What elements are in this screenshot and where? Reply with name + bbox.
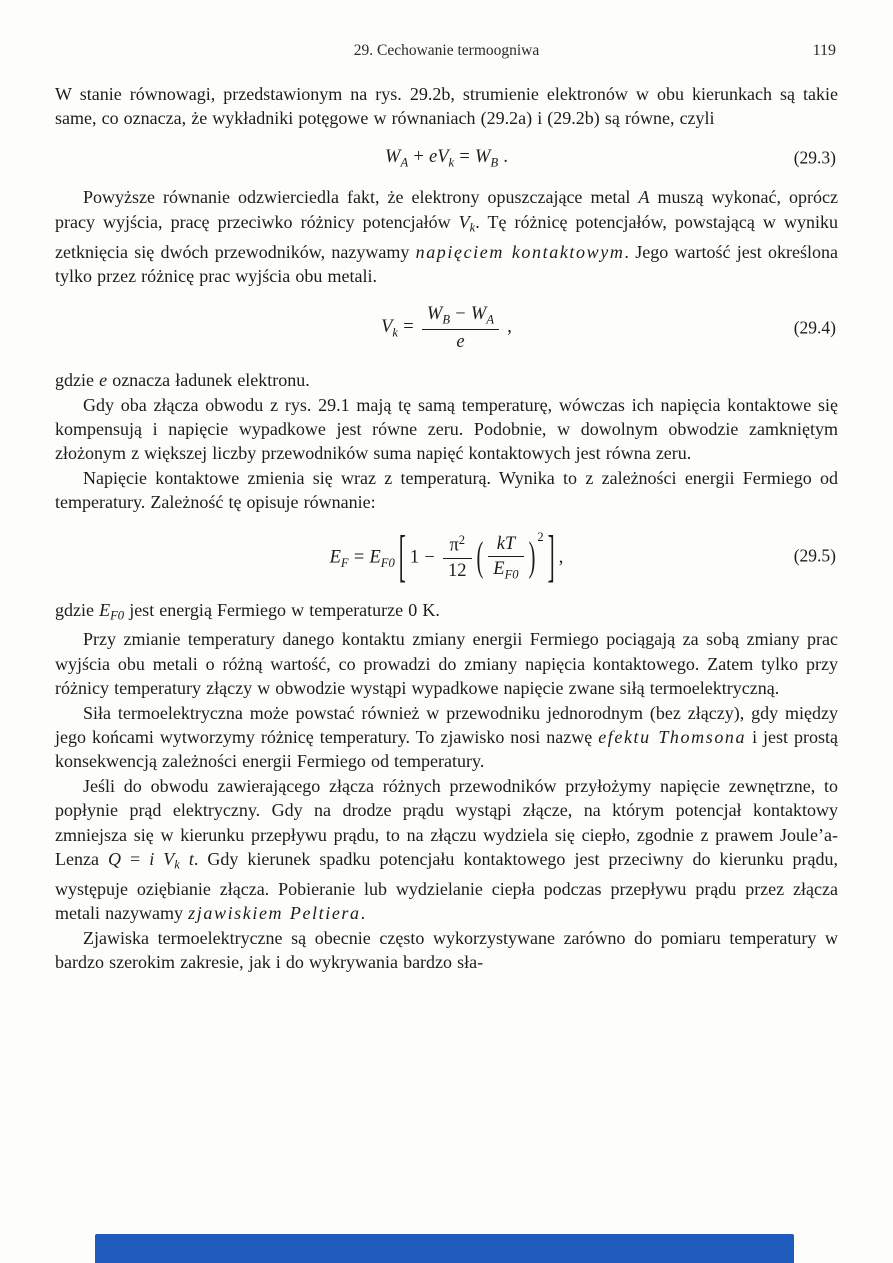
equation-body: [381, 303, 512, 353]
math-atom: ,: [502, 317, 512, 338]
paragraph: [55, 466, 838, 515]
math-atom: kT: [496, 533, 516, 554]
text-run: k: [469, 220, 476, 235]
text-run: Gdy oba złącza obwodu z rys. 29.1 mają tę samą temperaturę, wówczas ich napięcia kontaktowe się kompensują i napięcie wypadkowe jest równe zeru. Podobnie, w dowolnym obwodzie zamkniętym złożonym z większej liczby przewodników suma napięć kontaktowych jest równa zeru.: [55, 394, 838, 464]
math-atom: 2: [537, 529, 544, 544]
text-run: Powyższe równanie odzwierciedla fakt, że elektrony opuszczające metal: [83, 187, 639, 208]
math-atom: e: [456, 331, 465, 352]
math-atom: −: [450, 304, 471, 325]
paragraph: [55, 598, 838, 628]
text-run: t: [179, 849, 194, 870]
emphasized-term: zjawiskiem Peltiera: [188, 903, 361, 924]
equation-body: [385, 146, 508, 170]
math-atom: W: [385, 146, 401, 167]
math-atom: B: [442, 312, 451, 327]
math-atom: B: [490, 155, 499, 170]
fraction-numerator: [488, 533, 523, 557]
text-run: . Jego wartość jest określona tylko przez różnicę prac wyjścia obu metali.: [55, 241, 838, 287]
fraction-numerator: [443, 533, 472, 558]
text-run: muszą wykonać, oprócz pracy wyjścia, pracę przeciwko różnicy potencjałów: [55, 187, 838, 232]
emphasized-term: napięciem kontaktowym: [415, 241, 625, 262]
math-atom: +: [408, 146, 430, 167]
math-atom: 12: [448, 560, 467, 581]
paragraph: [55, 627, 838, 700]
text-run: Przy zmianie temperatury danego kontaktu zmiany energii Fermiego pociągają za sobą zmiany prac wyjścia obu metali o różną wartość, co prowadzi do zmiany napięcia kontaktowego. Zatem tylko przy różnicy temperatury złączy w obwodzie wystąpi wypadkowe napięcie zwane siłą termoelektryczną.: [55, 629, 838, 699]
fraction-denominator: [422, 330, 499, 353]
text-run: E: [99, 599, 111, 620]
text-run: A: [638, 187, 650, 208]
math-atom: π: [449, 535, 459, 556]
math-atom: =: [454, 146, 476, 167]
math-atom: .: [498, 146, 508, 167]
math-atom: W: [470, 304, 487, 325]
fraction-numerator: [422, 303, 499, 329]
equation-number: (29.5): [793, 545, 836, 566]
text-run: gdzie: [55, 370, 100, 391]
math-atom: F0: [504, 567, 519, 582]
page-header: [55, 42, 838, 60]
paragraph: [55, 368, 838, 392]
text-run: Siła termoelektryczna może powstać również w przewodniku jednorodnym (bez złączy), gdy między jego końcami wytworzymy różnicę temperatury. To zjawisko nosi nazwę: [55, 702, 838, 748]
math-atom: W: [475, 146, 491, 167]
math-atom: A: [486, 312, 495, 327]
math-atom: ,: [558, 546, 564, 567]
fraction-denominator: [443, 559, 472, 582]
paragraph: [55, 926, 838, 975]
text-run: oznacza ładunek elektronu.: [107, 370, 310, 391]
math-atom: k: [392, 325, 399, 340]
text-run: F0: [110, 608, 125, 623]
text-run: e: [99, 370, 108, 391]
emphasized-term: efektu Thomsona: [598, 727, 747, 748]
text-run: . Tę różnicę potencjałów, powstającą w wyniku zetknięcia się dwóch przewodników, nazywamy: [55, 211, 838, 262]
math-atom: F: [340, 555, 349, 570]
fraction: [422, 303, 499, 353]
math-atom: k: [448, 155, 455, 170]
math-atom: A: [400, 155, 409, 170]
equation-number: (29.4): [793, 317, 836, 338]
paragraph: [55, 82, 838, 131]
math-atom: E: [493, 559, 505, 580]
text-run: . Gdy kierunek spadku potencjału kontaktowego jest przeciwny do kierunku prądu, występuje oziębianie złącza. Pobieranie lub wydzielanie ciepła podczas przepływu prądu przez złącza metali nazywamy: [55, 849, 838, 924]
math-atom: (: [476, 534, 484, 580]
fraction: [488, 533, 523, 583]
equation: [55, 303, 838, 353]
text-run: i jest prostą konsekwencją zależności energii Fermiego od temperatury.: [55, 727, 838, 772]
paragraph: [55, 774, 838, 926]
equation: [55, 523, 838, 589]
text-run: jest energią Fermiego w temperaturze 0 K.: [124, 599, 440, 620]
math-atom: E: [369, 546, 381, 567]
paragraph: [55, 701, 838, 774]
math-atom: 1 −: [409, 546, 441, 567]
fraction-denominator: [488, 557, 523, 582]
text-run: i V: [149, 849, 175, 870]
math-atom: 2: [458, 533, 466, 548]
math-atom: [: [398, 523, 406, 589]
paragraph: [55, 185, 838, 288]
math-atom: =: [348, 546, 370, 567]
text-run: =: [121, 849, 150, 870]
text-run: .: [360, 903, 366, 924]
page-content: [55, 82, 838, 975]
math-atom: F0: [380, 555, 395, 570]
math-atom: =: [398, 317, 419, 338]
text-run: k: [174, 857, 180, 872]
fraction: [443, 533, 472, 582]
text-run: Q: [108, 849, 121, 870]
equation: [55, 146, 838, 170]
math-atom: ): [528, 534, 536, 580]
text-run: V: [458, 211, 470, 232]
page-number: 119: [812, 42, 836, 59]
math-atom: W: [426, 304, 443, 325]
text-run: Jeśli do obwodu zawierającego złącza różnych przewodników przyłożymy napięcie zewnętrzne, to popłynie prąd elektryczny. Gdy na drodze prądu wystąpi złącze, na którym potencjał kontaktowy zmniejsza się w kierunku przepływu prądu, to na złączu wydziela się ciepło, zgodnie z prawem Joule’a-Lenza: [55, 775, 838, 870]
running-head: 29. Cechowanie termoogniwa: [353, 42, 540, 59]
paragraph: [55, 393, 838, 466]
math-atom: V: [381, 317, 393, 338]
math-atom: ]: [547, 523, 555, 589]
math-atom: E: [329, 546, 341, 567]
text-run: gdzie: [55, 599, 100, 620]
blue-bar: [95, 1234, 794, 1263]
equation-number: (29.3): [793, 147, 836, 168]
text-run: W stanie równowagi, przedstawionym na rys. 29.2b, strumienie elektronów w obu kierunkach są takie same, co oznacza, że wykładniki potęgowe w równaniach (29.2a) i (29.2b) są równe, czyli: [55, 84, 838, 129]
equation-body: [329, 523, 564, 589]
text-run: Napięcie kontaktowe zmienia się wraz z temperaturą. Wynika to z zależności energii Fermiego od temperatury. Zależność tę opisuje równanie:: [55, 467, 838, 513]
text-run: Zjawiska termoelektryczne są obecnie często wykorzystywane zarówno do pomiaru temperatury w bardzo szerokim zakresie, jak i do wykrywania bardzo sła-: [55, 927, 838, 973]
math-atom: eV: [429, 146, 449, 167]
